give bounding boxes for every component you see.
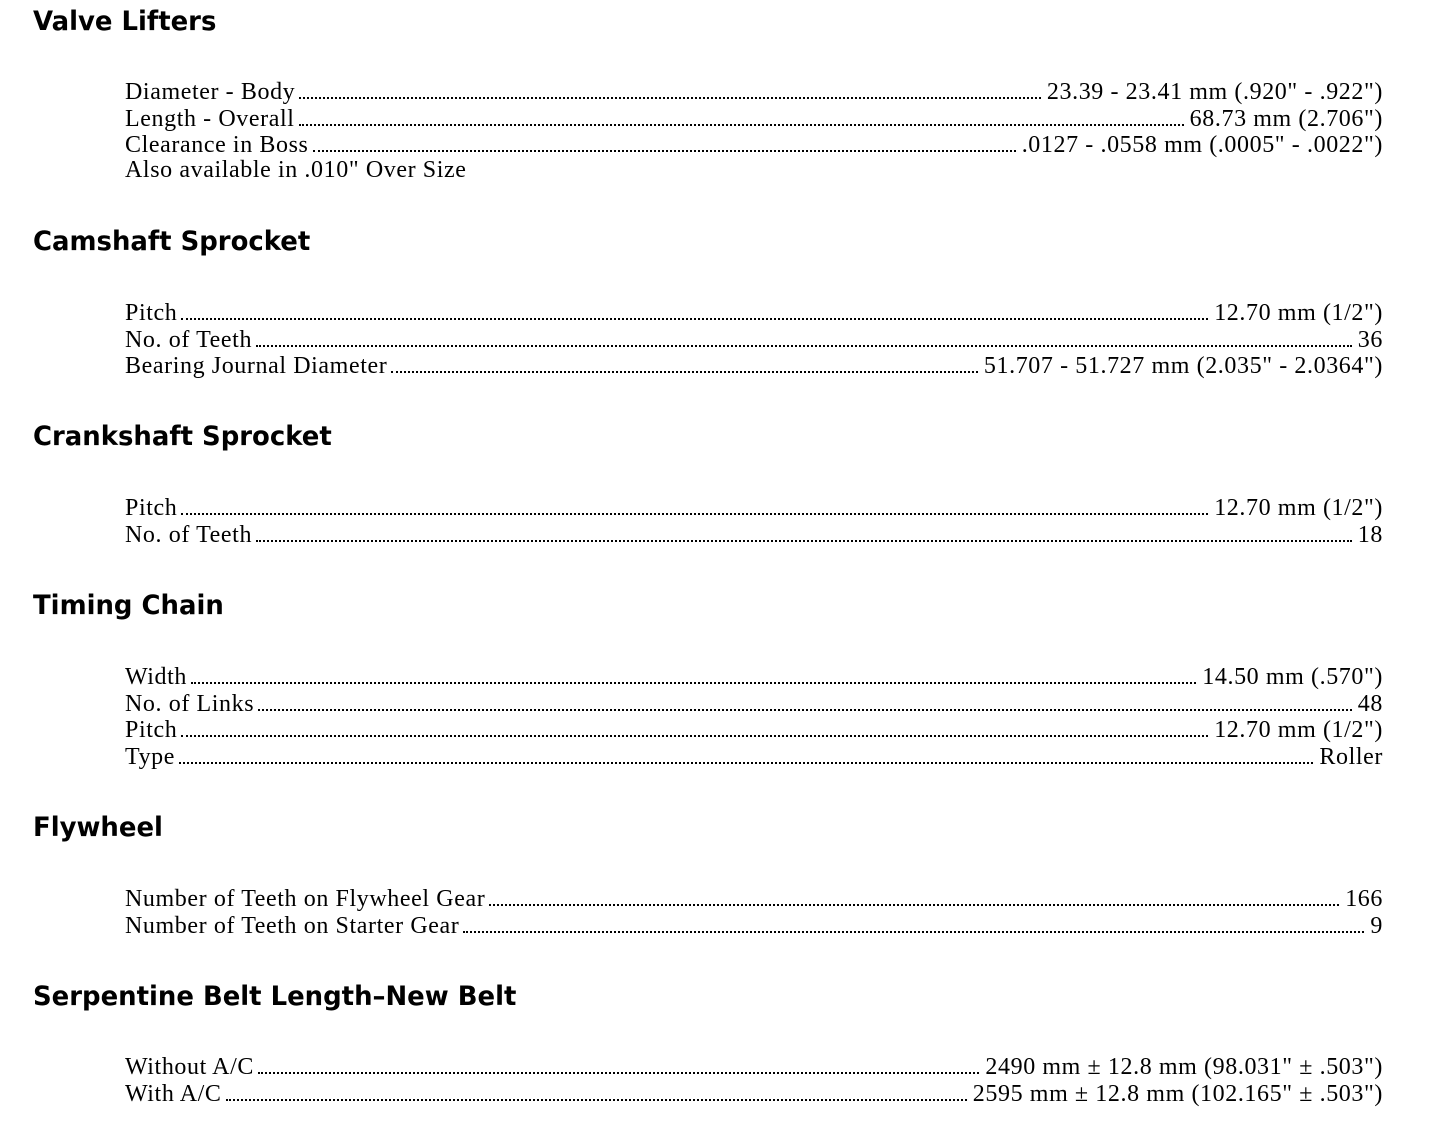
dot-leader <box>181 493 1208 515</box>
dot-leader <box>463 911 1364 933</box>
spec-label: Number of Teeth on Starter Gear <box>125 912 460 939</box>
spec-label: Without A/C <box>125 1054 254 1080</box>
spec-value: 12.70 mm (1/2") <box>1214 495 1383 521</box>
spec-label: Width <box>125 664 188 690</box>
spec-value: 51.707 - 51.727 mm (2.035" - 2.0364") <box>983 353 1383 379</box>
spec-value: 48 <box>1357 690 1383 717</box>
spec-value: Roller <box>1319 743 1383 770</box>
spec-rows <box>125 77 1383 183</box>
spec-label: No. of Teeth <box>125 326 253 353</box>
section-heading: Crankshaft Sprocket <box>33 421 332 452</box>
spec-label: Diameter - Body <box>125 79 296 105</box>
spec-value: 12.70 mm (1/2") <box>1214 300 1383 326</box>
spec-value: 36 <box>1357 326 1383 353</box>
dot-leader <box>258 1052 979 1074</box>
dot-leader <box>391 351 978 373</box>
spec-rows <box>125 493 1383 546</box>
spec-rows <box>125 1052 1383 1105</box>
dot-leader <box>226 1079 967 1101</box>
dot-leader <box>181 298 1208 320</box>
dot-leader <box>489 884 1339 906</box>
spec-label: Pitch <box>125 300 178 326</box>
spec-value: 2490 mm ± 12.8 mm (98.031" ± .503") <box>985 1054 1383 1080</box>
dot-leader <box>299 77 1041 99</box>
dot-leader <box>179 742 1313 764</box>
spec-value: 12.70 mm (1/2") <box>1214 717 1383 743</box>
spec-label: Length - Overall <box>125 105 295 132</box>
dot-leader <box>256 325 1352 347</box>
spec-label: Type <box>125 743 176 770</box>
spec-row <box>125 689 1383 716</box>
spec-label: Clearance in Boss <box>125 132 309 158</box>
section-heading: Camshaft Sprocket <box>33 226 311 257</box>
spec-value: 14.50 mm (.570") <box>1202 664 1383 690</box>
spec-row <box>125 742 1383 769</box>
spec-label: Pitch <box>125 495 178 521</box>
spec-row <box>125 298 1383 325</box>
spec-label: Pitch <box>125 717 178 743</box>
spec-rows <box>125 298 1383 378</box>
spec-row <box>125 884 1383 911</box>
dot-leader <box>258 689 1352 711</box>
spec-row <box>125 104 1383 131</box>
spec-row <box>125 351 1383 378</box>
dot-leader <box>181 715 1208 737</box>
spec-value: 9 <box>1370 912 1383 939</box>
spec-row <box>125 1079 1383 1106</box>
spec-value: 18 <box>1357 521 1383 548</box>
spec-label: Number of Teeth on Flywheel Gear <box>125 886 486 912</box>
dot-leader <box>256 520 1352 542</box>
spec-label: Bearing Journal Diameter <box>125 353 388 379</box>
spec-value: 23.39 - 23.41 mm (.920" - .922") <box>1046 79 1383 105</box>
section-heading: Flywheel <box>33 812 163 843</box>
spec-value: .0127 - .0558 mm (.0005" - .0022") <box>1021 132 1383 158</box>
spec-value: 166 <box>1345 886 1383 912</box>
spec-label: No. of Links <box>125 690 255 717</box>
spec-rows <box>125 662 1383 768</box>
spec-row <box>125 325 1383 352</box>
dot-leader <box>313 130 1016 152</box>
spec-note: Also available in .010" Over Size <box>125 156 467 183</box>
spec-rows <box>125 884 1383 937</box>
spec-row <box>125 493 1383 520</box>
spec-row <box>125 130 1383 157</box>
dot-leader <box>299 104 1184 126</box>
spec-row <box>125 662 1383 689</box>
spec-row <box>125 911 1383 938</box>
section-heading: Timing Chain <box>33 590 224 621</box>
spec-label: With A/C <box>125 1080 222 1107</box>
section-heading: Valve Lifters <box>33 6 217 37</box>
spec-value: 68.73 mm (2.706") <box>1189 105 1383 132</box>
spec-row <box>125 715 1383 742</box>
spec-row <box>125 1052 1383 1079</box>
spec-row <box>125 520 1383 547</box>
spec-value: 2595 mm ± 12.8 mm (102.165" ± .503") <box>972 1080 1383 1107</box>
dot-leader <box>191 662 1196 684</box>
spec-row <box>125 77 1383 104</box>
spec-label: No. of Teeth <box>125 521 253 548</box>
section-heading: Serpentine Belt Length–New Belt <box>33 981 517 1012</box>
